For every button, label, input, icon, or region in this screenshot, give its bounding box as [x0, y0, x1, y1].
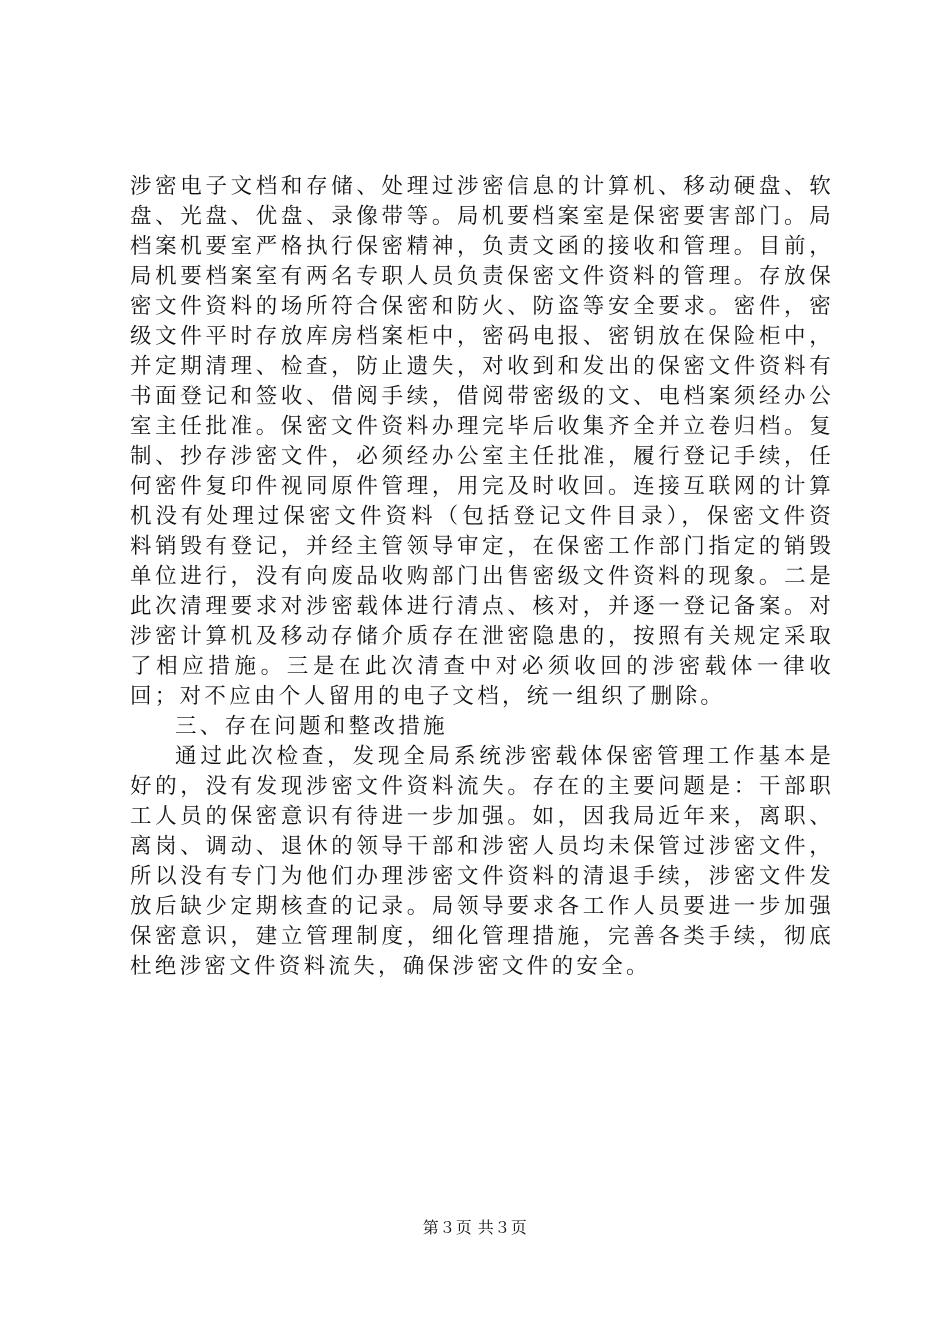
paragraph-findings: 通过此次检查，发现全局系统涉密载体保密管理工作基本是好的，没有发现涉密文件资料流失。存在的主要问题是：干部职工人员的保密意识有待进一步加强。如，因我局近年来，离职、离岗、调动、退休的领导干部和涉密人员均未保管过涉密文件，所以没有专门为他们办理涉密文件资料的清退手续，涉密文件发放后缺少定期核查的记录。局领导要求各工作人员要进一步加强保密意识，建立管理制度，细化管理措施，完善各类手续，彻底杜绝涉密文件资料流失，确保涉密文件的安全。 — [130, 744, 834, 979]
section-heading: 三、存在问题和整改措施 — [175, 714, 448, 739]
document-body — [130, 172, 834, 982]
page-number-footer: 第３页 共３页 — [422, 1218, 528, 1237]
paragraph-continuation: 涉密电子文档和存储、处理过涉密信息的计算机、移动硬盘、软盘、光盘、优盘、录像带等。局机要档案室是保密要害部门。局档案机要室严格执行保密精神，负责文函的接收和管理。目前，局机要档案室有两名专职人员负责保密文件资料的管理。存放保密文件资料的场所符合保密和防火、防盗等安全要求。密件，密级文件平时存放库房档案柜中，密码电报、密钥放在保险柜中，并定期清理、检查，防止遗失，对收到和发出的保密文件资料有书面登记和签收、借阅手续，借阅带密级的文、电档案须经办公室主任批准。保密文件资料办理完毕后收集齐全并立卷归档。复制、抄存涉密文件，必须经办公室主任批准，履行登记手续，任何密件复印件视同原件管理，用完及时收回。连接互联网的计算机没有处理过保密文件资料（包括登记文件目录），保密文件资料销毁有登记，并经主管领导审定，在保密工作部门指定的销毁单位进行，没有向废品收购部门出售密级文件资料的现象。二是此次清理要求对涉密载体进行清点、核对，并逐一登记备案。对涉密计算机及移动存储介质存在泄密隐患的，按照有关规定采取了相应措施。三是在此次清查中对必须收回的涉密载体一律收回；对不应由个人留用的电子文档，统一组织了删除。 — [130, 174, 834, 709]
